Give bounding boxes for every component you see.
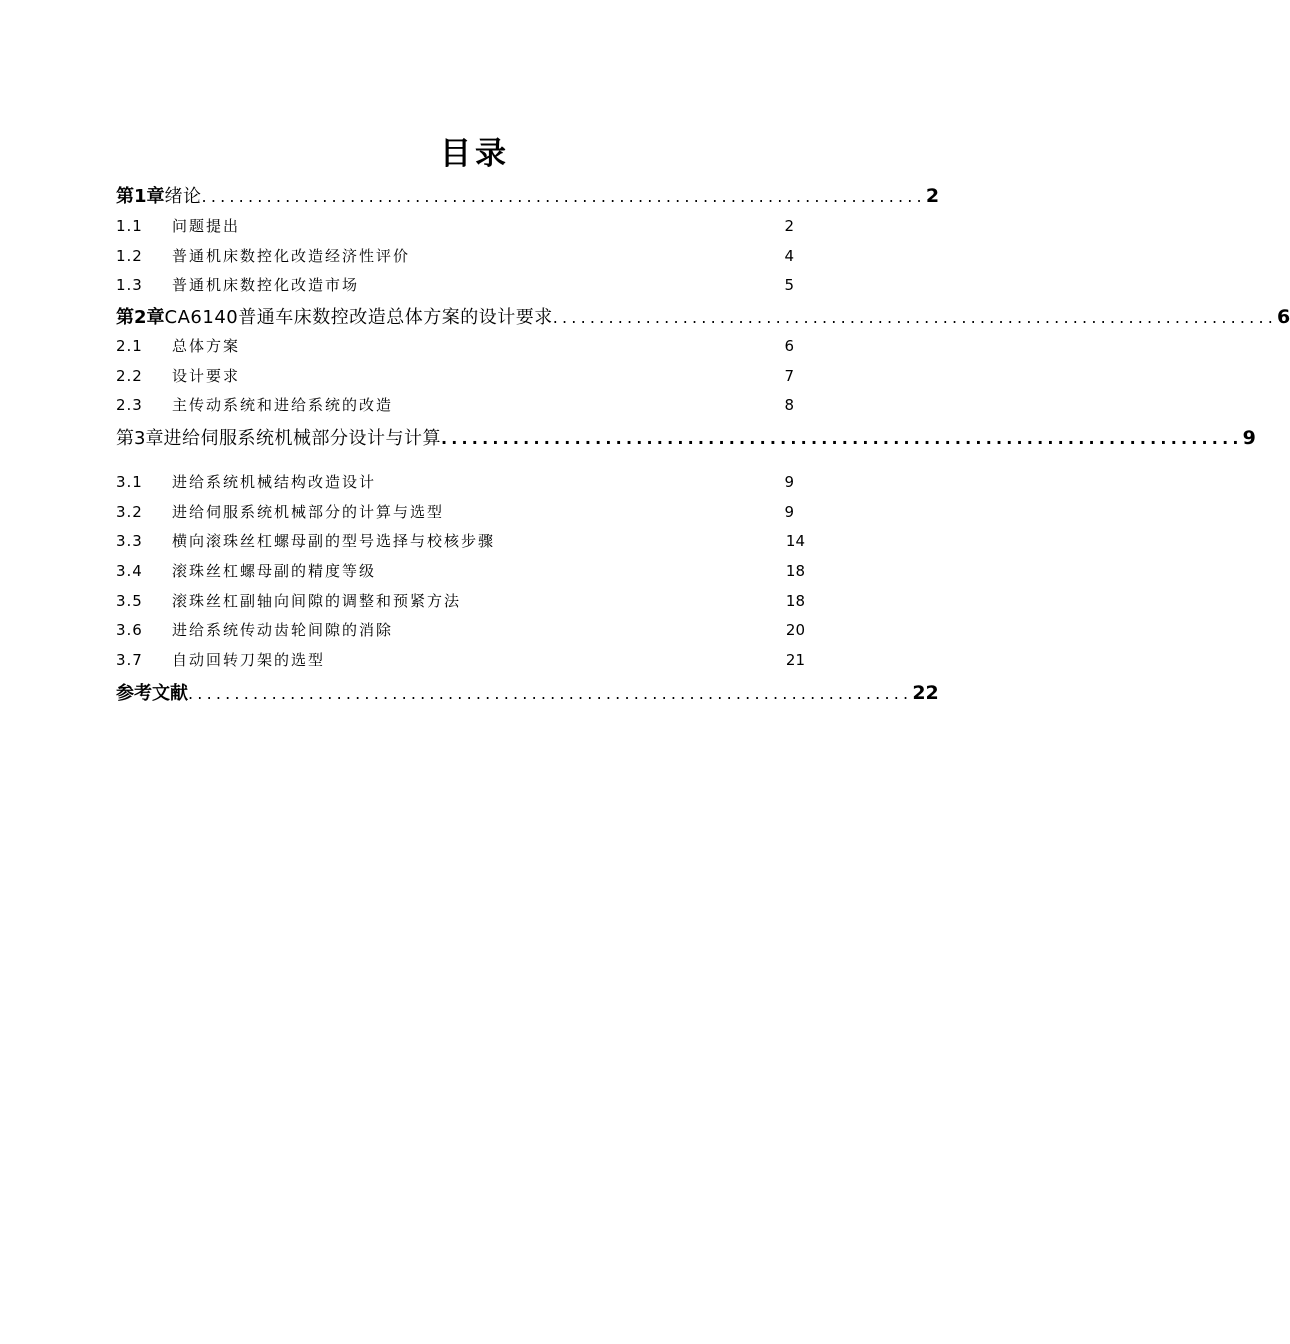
section-title: 进给系统传动齿轮间隙的消除 [172, 621, 394, 639]
toc-chapter-1[interactable] [116, 182, 940, 210]
toc-section[interactable] [116, 274, 794, 298]
section-number: 1.1 [116, 217, 143, 235]
chapter-label: 第3章 [116, 428, 164, 449]
toc-section[interactable] [116, 335, 794, 359]
section-number: 2.3 [116, 396, 143, 414]
dot-leader: .............................................................................. [188, 684, 913, 703]
section-number: 2.1 [116, 337, 143, 355]
page-number: 22 [912, 682, 939, 704]
page-title: 目录 [440, 136, 510, 172]
section-title: 进给伺服系统机械部分的计算与选型 [172, 503, 445, 521]
page-number: 2 [925, 185, 940, 207]
page-number: 4 [784, 247, 794, 265]
toc-references[interactable] [116, 679, 939, 707]
section-title: 普通机床数控化改造经济性评价 [172, 247, 411, 265]
section-number: 3.6 [116, 621, 143, 639]
section-number: 3.7 [116, 651, 143, 669]
section-title: 自动回转刀架的选型 [172, 651, 326, 669]
toc-section[interactable] [116, 245, 794, 269]
dot-leader: .............................................................................. [552, 308, 1278, 327]
chapter-title: 绪论 [164, 186, 202, 207]
section-number: 3.3 [116, 532, 143, 550]
section-title: 横向滚珠丝杠螺母副的型号选择与校核步骤 [172, 532, 496, 550]
page-number: 18 [785, 592, 805, 610]
section-number: 1.3 [116, 276, 143, 294]
page-number: 6 [784, 337, 794, 355]
page-number: 20 [785, 621, 805, 639]
page-number: 2 [784, 217, 794, 235]
page-number: 8 [784, 396, 794, 414]
toc-section[interactable] [116, 619, 805, 643]
section-number: 3.5 [116, 592, 143, 610]
dot-leader: .............................................................................. [201, 187, 926, 206]
chapter-label: 参考文献 [116, 683, 188, 704]
toc-section[interactable] [116, 471, 794, 495]
chapter-title: 进给伺服系统机械部分设计与计算 [163, 428, 441, 449]
toc-chapter-3[interactable] [116, 424, 1256, 452]
section-title: 普通机床数控化改造市场 [172, 276, 360, 294]
toc-section[interactable] [116, 530, 805, 554]
chapter-label: 第2章 [116, 307, 165, 328]
section-title: 总体方案 [172, 337, 241, 355]
toc-chapter-2[interactable] [116, 303, 1290, 331]
page-number: 5 [784, 276, 794, 294]
page-number: 9 [1242, 427, 1256, 449]
toc-section[interactable] [116, 215, 794, 239]
chapter-title: CA6140普通车床数控改造总体方案的设计要求 [164, 307, 553, 328]
section-number: 1.2 [116, 247, 143, 265]
page-number: 6 [1277, 306, 1290, 328]
toc-section[interactable] [116, 649, 805, 673]
toc-section[interactable] [116, 394, 794, 418]
page-number: 7 [784, 367, 794, 385]
section-number: 3.4 [116, 562, 143, 580]
page-number: 18 [785, 562, 805, 580]
section-title: 主传动系统和进给系统的改造 [172, 396, 394, 414]
section-title: 问题提出 [172, 217, 241, 235]
toc-section[interactable] [116, 365, 794, 389]
section-title: 滚珠丝杠螺母副的精度等级 [172, 562, 377, 580]
section-title: 设计要求 [172, 367, 241, 385]
toc-section[interactable] [116, 590, 805, 614]
section-number: 2.2 [116, 367, 143, 385]
toc-section[interactable] [116, 560, 805, 584]
chapter-label: 第1章 [116, 186, 165, 207]
page-number: 9 [784, 503, 794, 521]
section-title: 滚珠丝杠副轴向间隙的调整和预紧方法 [172, 592, 462, 610]
page-number: 14 [785, 532, 805, 550]
section-title: 进给系统机械结构改造设计 [172, 473, 377, 491]
page-number: 9 [784, 473, 794, 491]
toc-section[interactable] [116, 501, 794, 525]
dot-leader: .............................................................................. [440, 429, 1243, 448]
section-number: 3.1 [116, 473, 143, 491]
section-number: 3.2 [116, 503, 143, 521]
page-number: 21 [785, 651, 805, 669]
